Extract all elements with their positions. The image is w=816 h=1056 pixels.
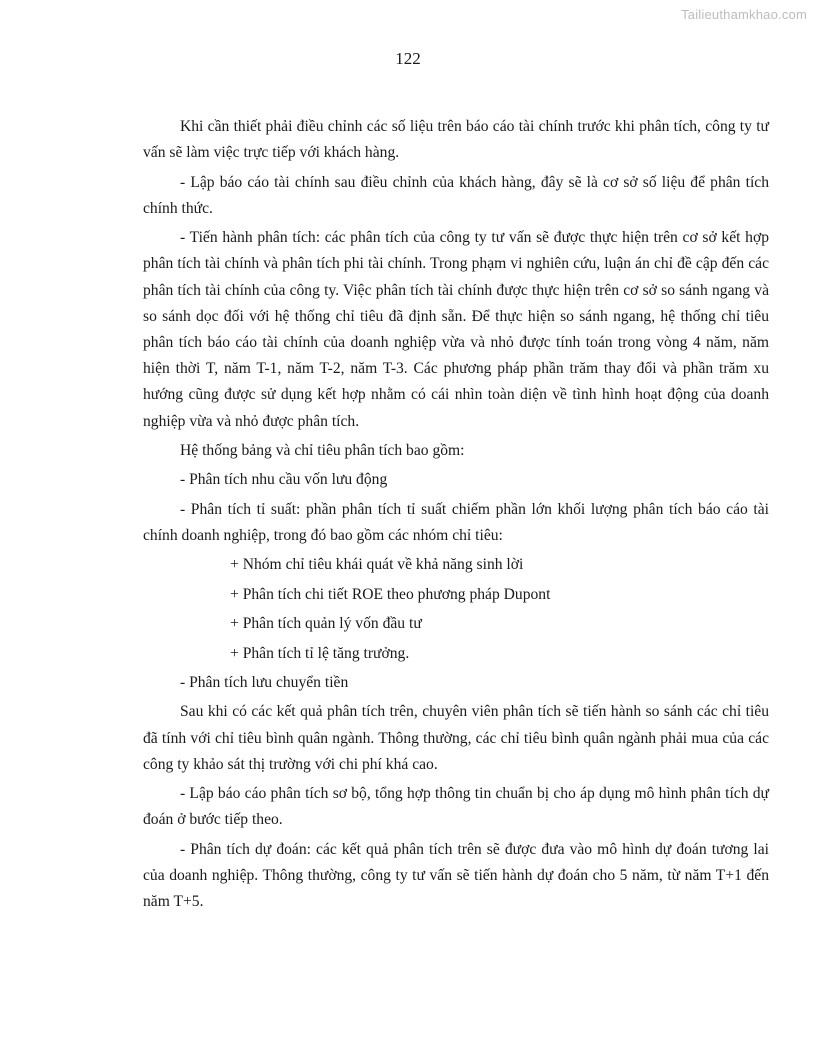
paragraph: - Phân tích dự đoán: các kết quả phân tích trên sẽ được đưa vào mô hình dự đoán tương lai của doanh nghiệp. Thông thường, công ty tư vấn sẽ tiến hành dự đoán cho 5 năm, từ năm T+1 đến năm T+5. bbox=[143, 840, 769, 911]
paragraph: - Phân tích tỉ suất: phần phân tích tỉ suất chiếm phần lớn khối lượng phân tích báo cáo tài chính doanh nghiệp, trong đó bao gồm các nhóm chỉ tiêu: bbox=[143, 500, 769, 544]
paragraph: - Tiến hành phân tích: các phân tích của công ty tư vấn sẽ được thực hiện trên cơ sở kết hợp phân tích tài chính và phân tích phi tài chính. Trong phạm vi nghiên cứu, luận án chỉ đề cập đến các phân tích tài chính của công ty. Việc phân tích tài chính được thực hiện trên cơ sở so sánh ngang và so sánh dọc đối với hệ thống chỉ tiêu đã định sẵn. Để thực hiện so sánh ngang, hệ thống chỉ tiêu phân tích báo cáo tài chính của doanh nghiệp vừa và nhỏ được tính toán trong vòng 4 năm, năm hiện thời T, năm T-1, năm T-2, năm T-3. Các phương pháp phần trăm thay đổi và phần trăm xu hướng cũng được sử dụng kết hợp nhằm có cái nhìn toàn diện về tình hình hoạt động của doanh nghiệp vừa và nhỏ được phân tích. bbox=[143, 229, 769, 430]
sub-list-item: + Phân tích quản lý vốn đầu tư bbox=[230, 615, 422, 633]
paragraph: Sau khi có các kết quả phân tích trên, chuyên viên phân tích sẽ tiến hành so sánh các chỉ tiêu đã tính với chỉ tiêu bình quân ngành. Thông thường, các chỉ tiêu bình quân ngành phải mua của các công ty khảo sát thị trường với chi phí khá cao. bbox=[143, 703, 769, 773]
watermark: Tailieuthamkhao.com bbox=[681, 7, 807, 22]
paragraph: - Phân tích nhu cầu vốn lưu động bbox=[180, 471, 388, 489]
paragraph: - Phân tích lưu chuyển tiền bbox=[180, 673, 349, 691]
paragraph: Hệ thống bảng và chỉ tiêu phân tích bao gồm: bbox=[180, 442, 465, 459]
sub-list-item: + Phân tích chi tiết ROE theo phương pháp Dupont bbox=[230, 585, 551, 603]
sub-list-item: + Nhóm chỉ tiêu khái quát về khả năng sinh lời bbox=[230, 556, 524, 574]
paragraph: - Lập báo cáo tài chính sau điều chỉnh của khách hàng, đây sẽ là cơ sở số liệu để phân tích chính thức. bbox=[143, 173, 769, 217]
paragraph: Khi cần thiết phải điều chỉnh các số liệu trên báo cáo tài chính trước khi phân tích, công ty tư vấn sẽ làm việc trực tiếp với khách hàng. bbox=[143, 118, 769, 162]
page-number: 122 bbox=[395, 49, 421, 68]
paragraph: - Lập báo cáo phân tích sơ bộ, tổng hợp thông tin chuẩn bị cho áp dụng mô hình phân tích dự đoán ở bước tiếp theo. bbox=[143, 785, 769, 829]
sub-list-item: + Phân tích tỉ lệ tăng trưởng. bbox=[230, 644, 410, 662]
body-text bbox=[143, 114, 769, 919]
